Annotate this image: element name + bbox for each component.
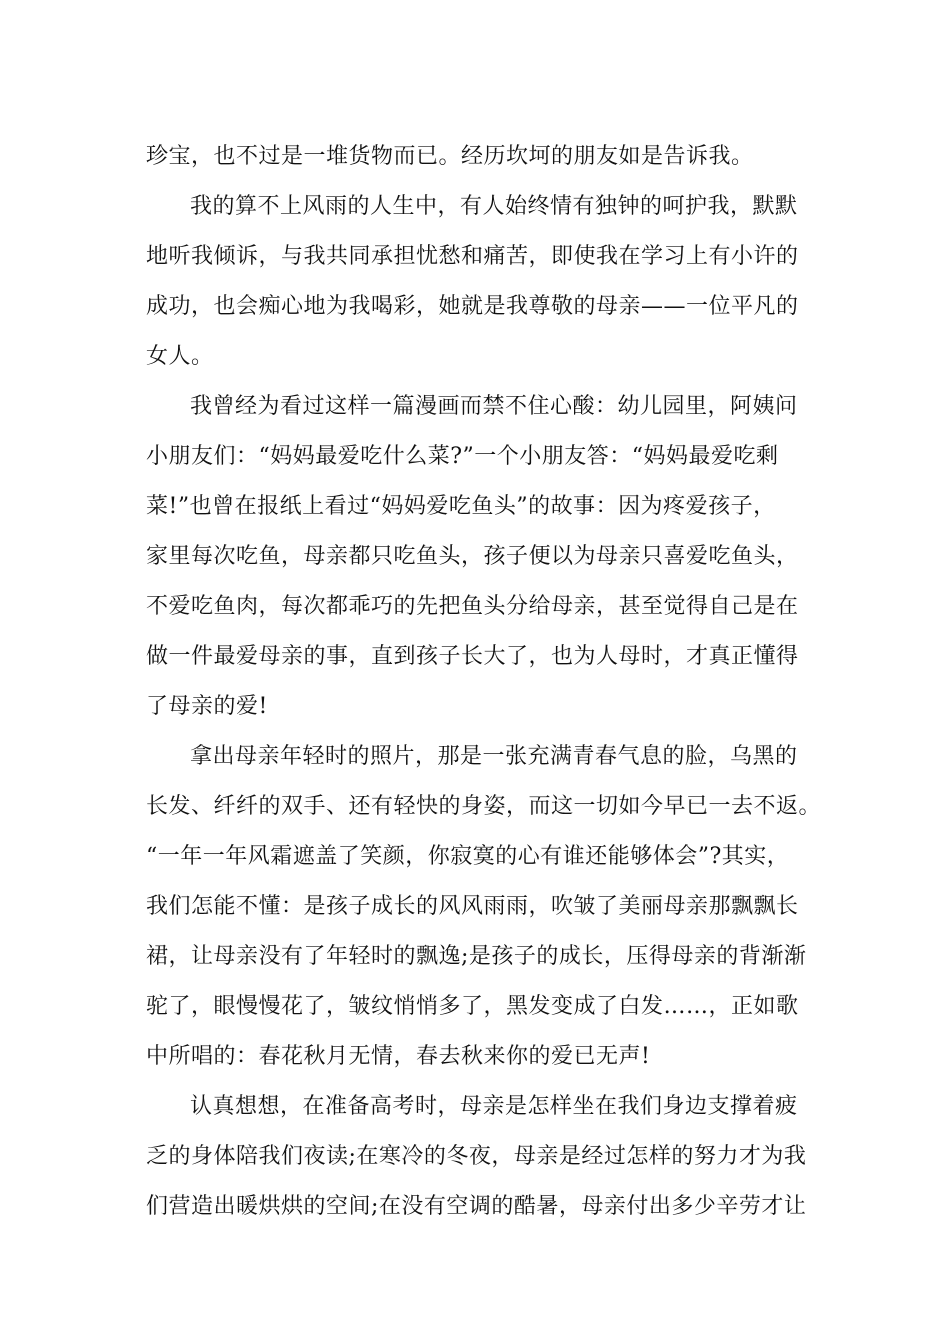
text-line: 不爱吃鱼肉，每次都乖巧的先把鱼头分给母亲，甚至觉得自己是在 bbox=[146, 594, 799, 619]
text-line: 女人。 bbox=[146, 344, 214, 369]
text-line: 我的算不上风雨的人生中，有人始终情有独钟的呵护我，默默 bbox=[190, 194, 798, 219]
text-line: 拿出母亲年轻时的照片，那是一张充满青春气息的脸，乌黑的 bbox=[190, 744, 798, 769]
text-line: 们营造出暖烘烘的空间;在没有空调的酷暑，母亲付出多少辛劳才让 bbox=[146, 1194, 807, 1219]
text-line: 长发、纤纤的双手、还有轻快的身姿，而这一切如今早已一去不返。 bbox=[146, 794, 822, 819]
text-line: 了母亲的爱! bbox=[146, 694, 268, 719]
text-line: 认真想想，在准备高考时，母亲是怎样坐在我们身边支撑着疲 bbox=[190, 1094, 798, 1119]
text-line: 珍宝，也不过是一堆货物而已。经历坎坷的朋友如是告诉我。 bbox=[146, 144, 754, 169]
text-line: 乏的身体陪我们夜读;在寒冷的冬夜，母亲是经过怎样的努力才为我 bbox=[146, 1144, 807, 1169]
text-body bbox=[146, 132, 846, 1232]
text-line: 我们怎能不懂：是孩子成长的风风雨雨，吹皱了美丽母亲那飘飘长 bbox=[146, 894, 799, 919]
text-line: 做一件最爱母亲的事，直到孩子长大了，也为人母时，才真正懂得 bbox=[146, 644, 799, 669]
text-line: 中所唱的：春花秋月无情，春去秋来你的爱已无声! bbox=[146, 1044, 651, 1069]
text-line: 小朋友们：“妈妈最爱吃什么菜?”一个小朋友答：“妈妈最爱吃剩 bbox=[146, 444, 779, 469]
text-line: 裙，让母亲没有了年轻时的飘逸;是孩子的成长，压得母亲的背渐渐 bbox=[146, 944, 807, 969]
text-line: 我曾经为看过这样一篇漫画而禁不住心酸：幼儿园里，阿姨问 bbox=[190, 394, 798, 419]
text-line: 驼了，眼慢慢花了，皱纹悄悄多了，黑发变成了白发……，正如歌 bbox=[146, 994, 799, 1019]
text-line: 菜!”也曾在报纸上看过“妈妈爱吃鱼头”的故事：因为疼爱孩子， bbox=[146, 494, 776, 519]
text-line: 成功，也会痴心地为我喝彩，她就是我尊敬的母亲——一位平凡的 bbox=[146, 294, 799, 319]
text-line: “一年一年风霜遮盖了笑颜，你寂寞的心有谁还能够体会”?其实， bbox=[146, 844, 790, 869]
text-line: 家里每次吃鱼，母亲都只吃鱼头，孩子便以为母亲只喜爱吃鱼头， bbox=[146, 544, 799, 569]
text-line: 地听我倾诉，与我共同承担忧愁和痛苦，即使我在学习上有小许的 bbox=[146, 244, 799, 269]
